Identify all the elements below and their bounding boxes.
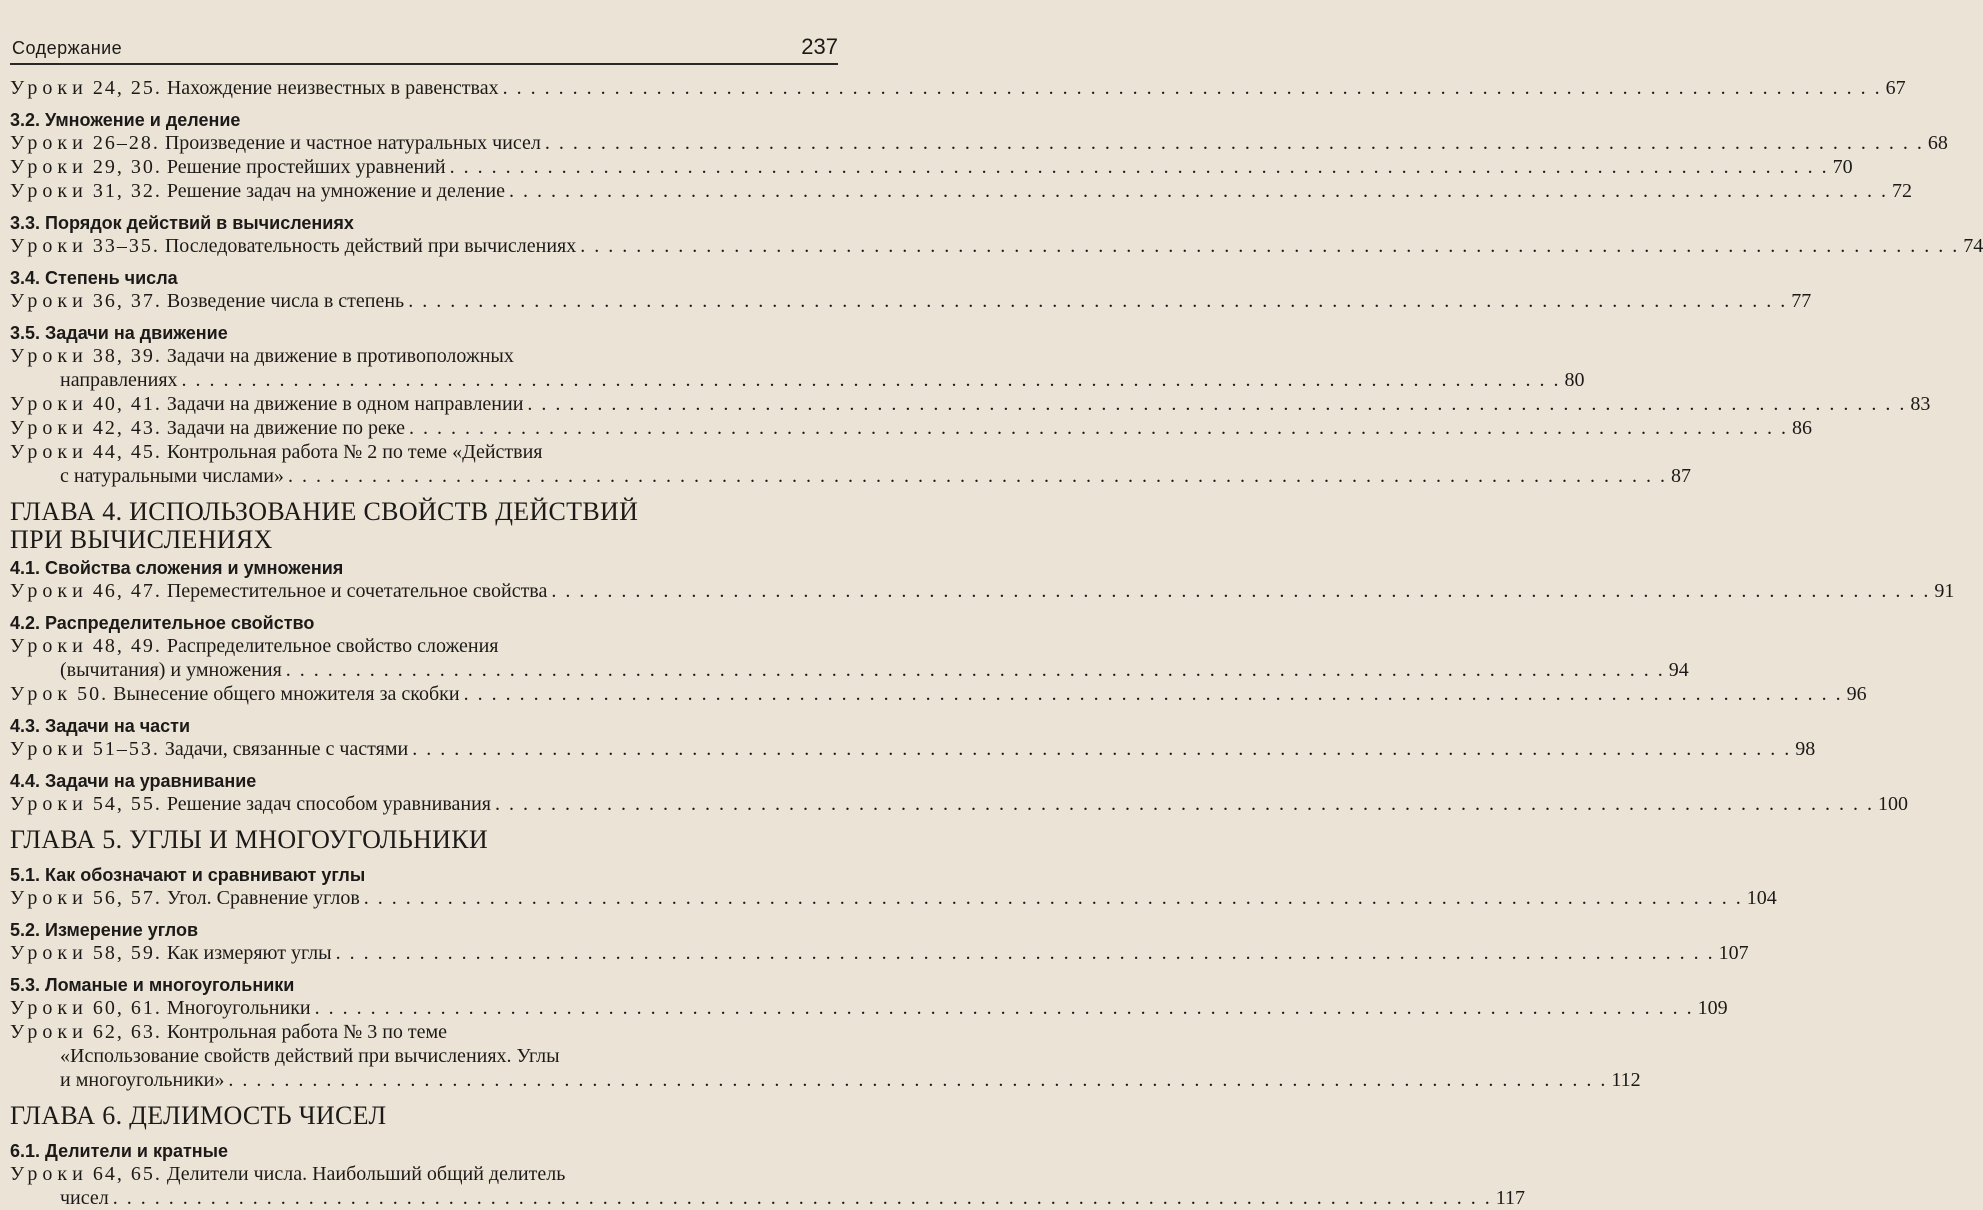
entry-line xyxy=(10,634,832,658)
lessons-label: Уроки xyxy=(10,887,88,909)
toc-entry xyxy=(10,1162,1526,1210)
lessons-label: Уроки xyxy=(10,1163,88,1185)
section-heading: 5.3. Ломаные и многоугольники xyxy=(10,975,295,995)
entry-text xyxy=(60,465,284,487)
entry-text xyxy=(10,393,523,415)
entry-text xyxy=(10,441,543,463)
dot-leader xyxy=(408,290,1787,312)
dot-leader xyxy=(509,180,1888,202)
lesson-numbers: 46, 47. xyxy=(92,580,162,602)
chapter-heading-line: ГЛАВА 5. УГЛЫ И МНОГОУГОЛЬНИКИ xyxy=(10,825,488,854)
section-heading: 3.5. Задачи на движение xyxy=(10,323,228,343)
entry-line xyxy=(10,179,1913,203)
spacer xyxy=(10,258,832,264)
dot-leader xyxy=(527,393,1906,415)
entry-line xyxy=(10,941,1749,965)
section-heading: 4.1. Свойства сложения и умножения xyxy=(10,558,344,578)
entry-text xyxy=(10,942,332,964)
entry-page-number: 86 xyxy=(1792,417,1813,439)
entry-page-number: 67 xyxy=(1885,77,1906,99)
entry-title: Нахождение неизвестных в равенствах xyxy=(166,77,499,99)
entry-page-number: 70 xyxy=(1832,156,1853,178)
page-number: 237 xyxy=(801,34,838,59)
entry-page-number: 104 xyxy=(1746,887,1777,909)
toc-entry xyxy=(10,179,1913,203)
lesson-numbers: 58, 59. xyxy=(92,942,162,964)
entry-line xyxy=(10,792,1909,816)
entry-text xyxy=(60,659,282,681)
lessons-label: Уроки xyxy=(10,393,88,415)
dot-leader xyxy=(182,369,1561,391)
toc-entry xyxy=(10,289,1812,313)
section-heading: 5.2. Измерение углов xyxy=(10,920,199,940)
dot-leader xyxy=(364,887,1743,909)
entry-title: Последовательность действий при вычислениях xyxy=(164,235,577,257)
lessons-label: Уроки xyxy=(10,77,88,99)
dot-leader xyxy=(228,1069,1607,1091)
entry-text xyxy=(10,345,514,367)
entry-title: Как измеряют углы xyxy=(166,942,332,964)
lessons-label: Урок xyxy=(10,683,73,705)
entry-title: Многоугольники xyxy=(166,997,311,1019)
entry-continuation xyxy=(10,1044,832,1068)
entry-text xyxy=(10,417,405,439)
entry-text xyxy=(10,1163,565,1185)
entry-page-number: 91 xyxy=(1934,580,1955,602)
entry-text xyxy=(60,369,178,391)
entry-text xyxy=(60,1045,560,1067)
entry-page-number: 107 xyxy=(1718,942,1749,964)
lesson-numbers: 62, 63. xyxy=(92,1021,162,1043)
entry-line xyxy=(10,682,1867,706)
entry-line xyxy=(10,886,1777,910)
dot-leader xyxy=(464,683,1843,705)
entry-text xyxy=(10,180,505,202)
entry-line xyxy=(10,392,1931,416)
entry-title: чисел xyxy=(60,1187,109,1209)
entry-title: «Использование свойств действий при вычислениях. Углы xyxy=(60,1045,560,1067)
entry-text xyxy=(10,132,541,154)
entry-title: Задачи, связанные с частями xyxy=(164,738,409,760)
toc-entry xyxy=(10,392,1931,416)
chapter-heading-line: ГЛАВА 4. ИСПОЛЬЗОВАНИЕ СВОЙСТВ ДЕЙСТВИЙ xyxy=(10,497,639,526)
toc-entry xyxy=(10,76,1906,100)
entry-continuation xyxy=(10,464,1691,488)
lessons-label: Уроки xyxy=(10,180,88,202)
entry-continuation xyxy=(10,368,1585,392)
lessons-label: Уроки xyxy=(10,793,88,815)
toc-entry xyxy=(10,1020,1641,1092)
entry-line xyxy=(10,579,1955,603)
entry-title: Решение простейших уравнений xyxy=(166,156,446,178)
lessons-label: Уроки xyxy=(10,290,88,312)
entry-line xyxy=(10,76,1906,100)
lesson-numbers: 42, 43. xyxy=(92,417,162,439)
entry-page-number: 77 xyxy=(1791,290,1812,312)
entry-page-number: 72 xyxy=(1892,180,1913,202)
dot-leader xyxy=(409,417,1788,439)
entry-text xyxy=(10,235,576,257)
table-of-contents xyxy=(10,76,1983,1210)
dot-leader xyxy=(551,580,1930,602)
entry-page-number: 94 xyxy=(1668,659,1689,681)
toc-entry xyxy=(10,737,1816,761)
entry-text xyxy=(10,290,404,312)
entry-page-number: 87 xyxy=(1670,465,1691,487)
lesson-numbers: 26–28. xyxy=(92,132,160,154)
section-heading: 6.1. Делители и кратные xyxy=(10,1141,229,1161)
entry-title: Распределительное свойство сложения xyxy=(166,635,499,657)
toc-entry xyxy=(10,682,1867,706)
entry-title: Контрольная работа № 2 по теме «Действия xyxy=(166,441,543,463)
entry-line xyxy=(10,1020,832,1044)
entry-page-number: 83 xyxy=(1910,393,1931,415)
lesson-numbers: 44, 45. xyxy=(92,441,162,463)
spacer xyxy=(10,910,832,916)
lessons-label: Уроки xyxy=(10,635,88,657)
section-heading: 4.2. Распределительное свойство xyxy=(10,613,315,633)
entry-line xyxy=(10,155,1853,179)
running-head xyxy=(12,34,838,60)
toc-entry xyxy=(10,234,1983,258)
lessons-label: Уроки xyxy=(10,1021,88,1043)
toc-entry xyxy=(10,416,1813,440)
lesson-numbers: 24, 25. xyxy=(92,77,162,99)
entry-text xyxy=(10,156,446,178)
entry-title: Задачи на движение в противоположных xyxy=(166,345,514,367)
lesson-numbers: 54, 55. xyxy=(92,793,162,815)
toc-entry xyxy=(10,941,1749,965)
entry-text xyxy=(10,738,408,760)
chapter-heading xyxy=(10,1102,832,1130)
section-heading: 4.4. Задачи на уравнивание xyxy=(10,771,257,791)
chapter-heading-line: ГЛАВА 6. ДЕЛИМОСТЬ ЧИСЕЛ xyxy=(10,1101,387,1130)
entry-text xyxy=(60,1069,224,1091)
entry-title: Задачи на движение по реке xyxy=(166,417,406,439)
chapter-heading xyxy=(10,826,832,854)
toc-entry xyxy=(10,440,1691,488)
lessons-label: Уроки xyxy=(10,942,88,964)
dot-leader xyxy=(450,156,1829,178)
lesson-numbers: 60, 61. xyxy=(92,997,162,1019)
section-heading: 5.1. Как обозначают и сравнивают углы xyxy=(10,865,366,885)
entry-page-number: 117 xyxy=(1495,1187,1526,1209)
spacer xyxy=(10,313,832,319)
header-rule xyxy=(10,63,838,65)
section-heading: 3.4. Степень числа xyxy=(10,268,178,288)
entry-text xyxy=(10,793,491,815)
lesson-numbers: 56, 57. xyxy=(92,887,162,909)
lesson-numbers: 50. xyxy=(77,683,109,705)
entry-line xyxy=(10,344,832,368)
entry-line xyxy=(10,737,1816,761)
chapter-heading-line: ПРИ ВЫЧИСЛЕНИЯХ xyxy=(10,525,273,554)
toc-entry xyxy=(10,155,1853,179)
running-head-title: Содержание xyxy=(12,38,123,58)
section-heading: 4.3. Задачи на части xyxy=(10,716,191,736)
entry-line xyxy=(10,289,1812,313)
entry-line xyxy=(10,131,1948,155)
dot-leader xyxy=(580,235,1959,257)
entry-line xyxy=(10,440,832,464)
lessons-label: Уроки xyxy=(10,580,88,602)
lessons-label: Уроки xyxy=(10,235,88,257)
entry-page-number: 80 xyxy=(1564,369,1585,391)
chapter-heading xyxy=(10,498,832,554)
dot-leader xyxy=(336,942,1715,964)
lessons-label: Уроки xyxy=(10,441,88,463)
spacer xyxy=(10,965,832,971)
entry-title: Угол. Сравнение углов xyxy=(166,887,360,909)
lesson-numbers: 31, 32. xyxy=(92,180,162,202)
lesson-numbers: 36, 37. xyxy=(92,290,162,312)
entry-page-number: 96 xyxy=(1846,683,1867,705)
entry-text xyxy=(10,580,547,602)
entry-title: (вычитания) и умножения xyxy=(60,659,282,681)
entry-title: Задачи на движение в одном направлении xyxy=(166,393,524,415)
entry-title: Переместительное и сочетательное свойства xyxy=(166,580,548,602)
entry-text xyxy=(10,635,499,657)
dot-leader xyxy=(286,659,1665,681)
entry-continuation xyxy=(10,1068,1641,1092)
entry-title: Решение задач на умножение и деление xyxy=(166,180,506,202)
dot-leader xyxy=(412,738,1791,760)
entry-page-number: 100 xyxy=(1878,793,1909,815)
spacer xyxy=(10,761,832,767)
entry-title: Вынесение общего множителя за скобки xyxy=(113,683,460,705)
toc-entry xyxy=(10,996,1728,1020)
entry-line xyxy=(10,234,1983,258)
dot-leader xyxy=(113,1187,1492,1209)
lesson-numbers: 51–53. xyxy=(92,738,160,760)
entry-title: Контрольная работа № 3 по теме xyxy=(166,1021,448,1043)
lessons-label: Уроки xyxy=(10,738,88,760)
lesson-numbers: 33–35. xyxy=(92,235,160,257)
entry-text xyxy=(10,683,460,705)
toc-entry xyxy=(10,344,1585,392)
dot-leader xyxy=(545,132,1924,154)
toc-entry xyxy=(10,579,1955,603)
entry-line xyxy=(10,416,1813,440)
toc-entry xyxy=(10,792,1909,816)
lesson-numbers: 48, 49. xyxy=(92,635,162,657)
entry-continuation xyxy=(10,1186,1526,1210)
spacer xyxy=(10,603,832,609)
entry-page-number: 74 xyxy=(1963,235,1983,257)
entry-title: Произведение и частное натуральных чисел xyxy=(164,132,541,154)
lesson-numbers: 64, 65. xyxy=(92,1163,162,1185)
entry-line xyxy=(10,996,1728,1020)
lessons-label: Уроки xyxy=(10,997,88,1019)
entry-page-number: 109 xyxy=(1697,997,1728,1019)
lessons-label: Уроки xyxy=(10,417,88,439)
dot-leader xyxy=(288,465,1667,487)
lesson-numbers: 40, 41. xyxy=(92,393,162,415)
entry-page-number: 68 xyxy=(1927,132,1948,154)
entry-title: Возведение числа в степень xyxy=(166,290,405,312)
entry-text xyxy=(60,1187,109,1209)
dot-leader xyxy=(315,997,1694,1019)
entry-line xyxy=(10,1162,832,1186)
spacer xyxy=(10,706,832,712)
entry-text xyxy=(10,1021,447,1043)
entry-page-number: 98 xyxy=(1795,738,1816,760)
lesson-numbers: 38, 39. xyxy=(92,345,162,367)
section-heading: 3.3. Порядок действий в вычислениях xyxy=(10,213,354,233)
section-heading: 3.2. Умножение и деление xyxy=(10,110,241,130)
dot-leader xyxy=(503,77,1882,99)
dot-leader xyxy=(495,793,1874,815)
spacer xyxy=(10,100,832,106)
toc-entry xyxy=(10,131,1948,155)
entry-title: направлениях xyxy=(60,369,178,391)
entry-continuation xyxy=(10,658,1689,682)
entry-text xyxy=(10,887,360,909)
entry-title: Решение задач способом уравнивания xyxy=(166,793,492,815)
toc-entry xyxy=(10,634,1689,682)
entry-page-number: 112 xyxy=(1611,1069,1641,1091)
lessons-label: Уроки xyxy=(10,132,88,154)
entry-title: и многоугольники» xyxy=(60,1069,225,1091)
entry-title: Делители числа. Наибольший общий делитель xyxy=(166,1163,566,1185)
toc-entry xyxy=(10,886,1777,910)
entry-text xyxy=(10,77,499,99)
spacer xyxy=(10,203,832,209)
entry-text xyxy=(10,997,311,1019)
lessons-label: Уроки xyxy=(10,156,88,178)
lessons-label: Уроки xyxy=(10,345,88,367)
lesson-numbers: 29, 30. xyxy=(92,156,162,178)
entry-title: с натуральными числами» xyxy=(60,465,284,487)
